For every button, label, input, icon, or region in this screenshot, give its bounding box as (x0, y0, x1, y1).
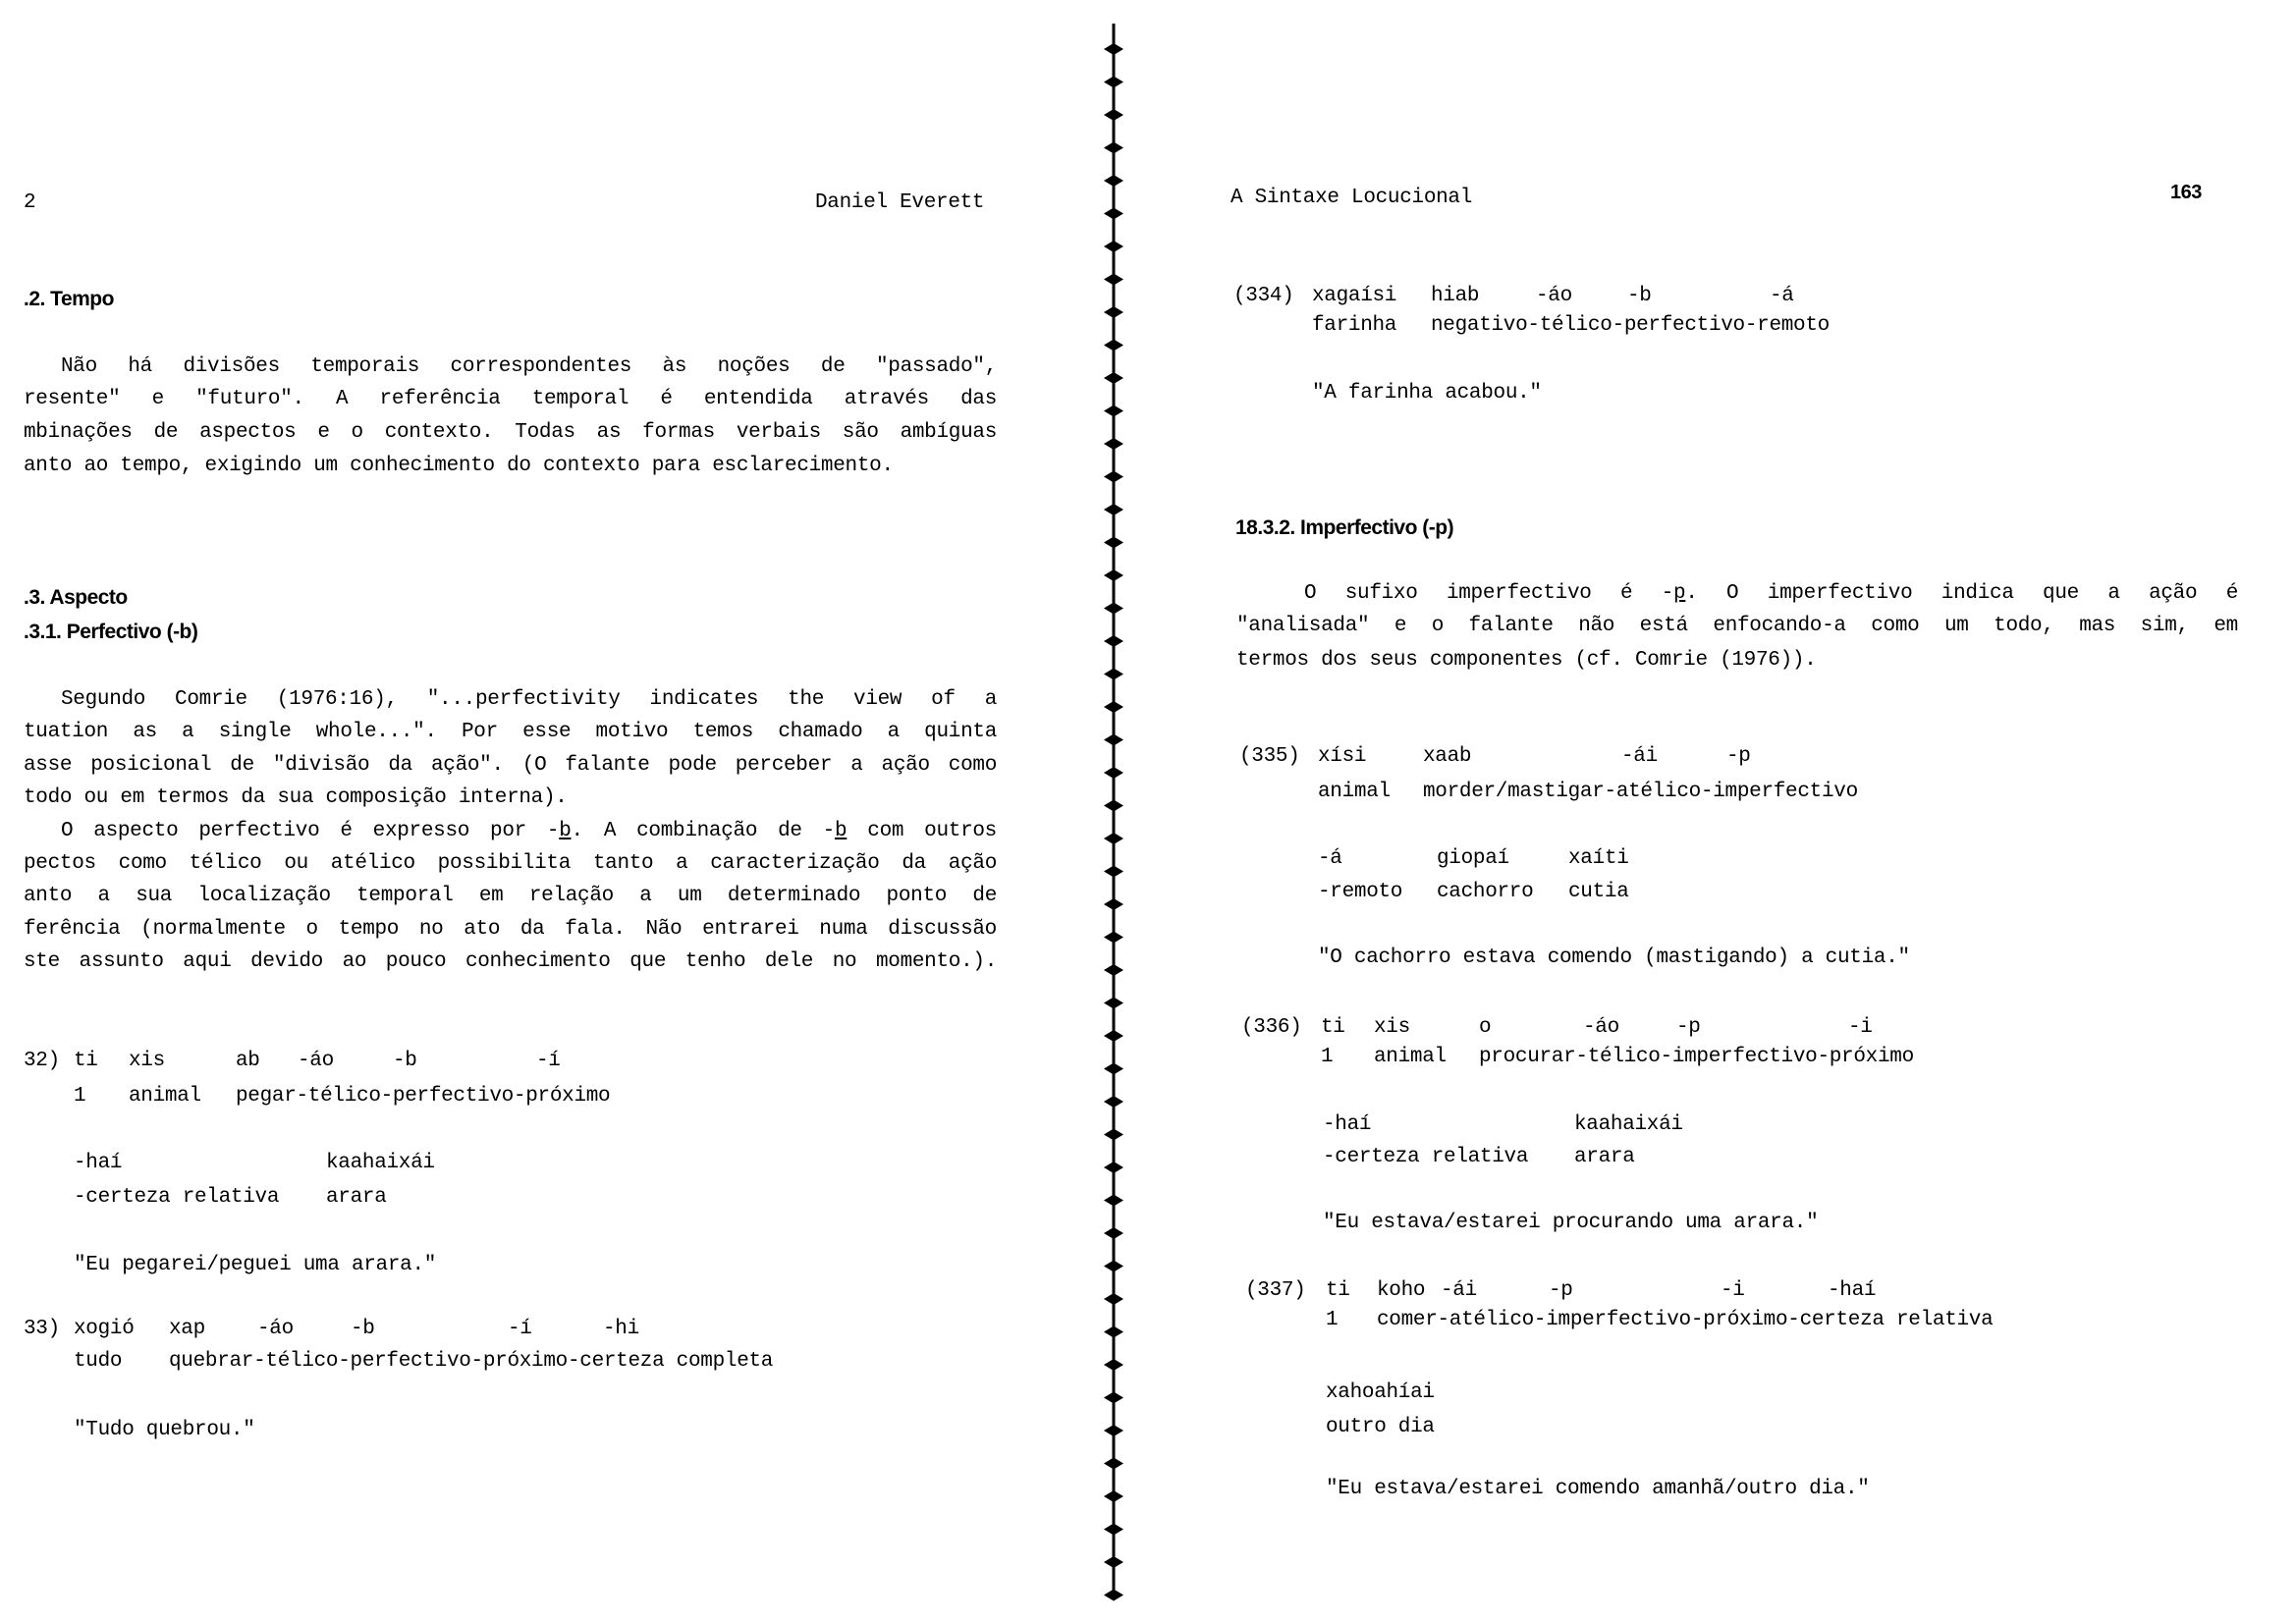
gloss: quebrar-télico-perfectivo-próximo-certeza completa (169, 1350, 774, 1373)
paragraph-line: O aspecto perfectivo é expresso por -b. A combinação de -b com outros (61, 820, 997, 842)
morpheme-underlined: p (1673, 582, 1686, 605)
gloss: negativo-télico-perfectivo-remoto (1431, 314, 1830, 337)
paragraph-line: termos dos seus componentes (cf. Comrie (1976)). (1236, 649, 1817, 672)
morpheme: xis (1374, 1016, 1410, 1039)
morpheme: -í (508, 1318, 532, 1340)
morpheme: -i (1721, 1279, 1745, 1302)
binding-ring (1104, 932, 1123, 944)
binding-ring (1104, 77, 1123, 88)
binding-ring (1104, 1490, 1123, 1502)
binding-ring (1104, 701, 1123, 713)
binding-ring (1104, 1359, 1123, 1371)
binding-ring (1104, 569, 1123, 581)
page-number: 2 (24, 191, 36, 214)
example-number: (335) (1239, 745, 1300, 768)
binding-ring (1104, 537, 1123, 549)
morpheme: xahoahíai (1326, 1381, 1435, 1404)
binding-ring (1104, 603, 1123, 615)
morpheme-underlined: b (835, 820, 847, 842)
morpheme: -haí (74, 1152, 123, 1174)
morpheme: -áo (298, 1050, 334, 1072)
morpheme: -p (1726, 745, 1751, 768)
translation: "O cachorro estava comendo (mastigando) a cutia." (1318, 947, 1910, 969)
morpheme: -á (1318, 847, 1342, 870)
left-page (0, 0, 1080, 1623)
morpheme: -haí (1323, 1113, 1372, 1136)
paragraph-line: mbinações de aspectos e o contexto. Todas as formas verbais são ambíguas (24, 421, 997, 444)
paragraph-line: Segundo Comrie (1976:16), "...perfectivity indicates the view of a (61, 688, 997, 711)
gloss: arara (1574, 1146, 1635, 1168)
binding-ring (1104, 1326, 1123, 1338)
morpheme: -p (1549, 1279, 1573, 1302)
section-heading-imperfectivo: 18.3.2. Imperfectivo (-p) (1235, 516, 1454, 539)
gloss: cutia (1568, 881, 1629, 903)
gloss: animal (129, 1085, 201, 1108)
morpheme: ti (1321, 1016, 1345, 1039)
example-number: (337) (1245, 1279, 1306, 1302)
binding-ring (1104, 406, 1123, 417)
morpheme: xaab (1423, 745, 1472, 768)
binding-ring (1104, 1195, 1123, 1207)
paragraph-line: todo ou em termos da sua composição interna). (24, 786, 568, 809)
binding-ring (1104, 898, 1123, 910)
morpheme: xogió (74, 1318, 135, 1340)
gloss: comer-atélico-imperfectivo-próximo-certeza relativa (1377, 1309, 1994, 1331)
morpheme: -hi (603, 1318, 639, 1340)
gloss: pegar-télico-perfectivo-próximo (236, 1085, 611, 1108)
binding-ring (1104, 734, 1123, 746)
paragraph-line: ste assunto aqui devido ao pouco conhecimento que tenho dele no momento.). (24, 950, 997, 973)
gloss: 1 (1326, 1309, 1339, 1331)
gloss: outro dia (1326, 1416, 1435, 1438)
binding-ring (1104, 241, 1123, 252)
binding-ring (1104, 471, 1123, 483)
morpheme: -áo (257, 1318, 294, 1340)
morpheme: -ái (1441, 1279, 1477, 1302)
morpheme: xaíti (1568, 847, 1629, 870)
morpheme: ti (1326, 1279, 1350, 1302)
paragraph-line: Não há divisões temporais correspondentes às noções de "passado", (61, 355, 997, 378)
paragraph-line: resente" e "futuro". A referência temporal é entendida através das (24, 388, 997, 410)
binding-ring (1104, 43, 1123, 55)
paragraph-line: anto ao tempo, exigindo um conhecimento do contexto para esclarecimento. (24, 455, 894, 477)
binding-ring (1104, 669, 1123, 680)
page-number: 163 (2170, 182, 2202, 203)
running-head: Daniel Everett (815, 191, 985, 214)
morpheme: xísi (1318, 745, 1367, 768)
morpheme: -b (1627, 285, 1652, 307)
gloss: 1 (74, 1085, 86, 1108)
binding-ring (1104, 1261, 1123, 1272)
binding-ring (1104, 635, 1123, 647)
binding-ring (1104, 372, 1123, 384)
example-number: (336) (1241, 1016, 1302, 1039)
example-number: 33) (24, 1318, 60, 1340)
translation: "Eu estava/estarei comendo amanhã/outro dia." (1326, 1478, 1870, 1500)
gloss: -certeza relativa (74, 1186, 280, 1209)
binding-ring (1104, 438, 1123, 450)
binding-ring (1104, 1293, 1123, 1305)
translation: "Eu pegarei/peguei uma arara." (74, 1254, 437, 1276)
paragraph-line: asse posicional de "divisão da ação". (O falante pode perceber a ação como (24, 754, 997, 777)
morpheme-underlined: b (559, 820, 572, 842)
binding-ring (1104, 306, 1123, 318)
binding-ring (1104, 1162, 1123, 1173)
morpheme: -í (536, 1050, 561, 1072)
gloss: arara (326, 1186, 387, 1209)
binding-ring (1104, 274, 1123, 286)
binding-ring (1104, 1063, 1123, 1075)
binding-ring (1104, 866, 1123, 878)
binding-ring (1104, 142, 1123, 154)
binding-ring (1104, 1458, 1123, 1470)
gloss: procurar-télico-imperfectivo-próximo (1479, 1046, 1914, 1068)
binding-ring (1104, 1392, 1123, 1404)
binding-ring (1104, 1030, 1123, 1042)
binding-ring (1104, 1524, 1123, 1536)
section-heading-aspecto: .3. Aspecto (24, 586, 128, 609)
section-heading-tempo: .2. Tempo (24, 288, 114, 310)
paragraph-line: tuation as a single whole...". Por esse motivo temos chamado a quinta (24, 721, 997, 743)
running-head: A Sintaxe Locucional (1230, 187, 1473, 209)
binding-ring (1104, 964, 1123, 976)
morpheme: ab (236, 1050, 260, 1072)
right-page (1159, 0, 2296, 1623)
binding-ring (1104, 504, 1123, 515)
morpheme: -áo (1583, 1016, 1619, 1039)
binding-ring (1104, 1556, 1123, 1568)
gloss: farinha (1312, 314, 1397, 337)
morpheme: xis (129, 1050, 165, 1072)
binding-ring (1104, 1227, 1123, 1239)
binding-ring (1104, 998, 1123, 1009)
example-number: (334) (1233, 285, 1294, 307)
morpheme: o (1479, 1016, 1492, 1039)
binding-ring (1104, 767, 1123, 779)
binding-ring (1104, 1096, 1123, 1108)
gloss: animal (1374, 1046, 1447, 1068)
translation: "Tudo quebrou." (74, 1419, 255, 1441)
paragraph-line: "analisada" e o falante não está enfocando-a como um todo, mas sim, em (1236, 615, 2238, 637)
binding-ring (1104, 175, 1123, 187)
binding-ring (1104, 1425, 1123, 1436)
binding-ring (1104, 208, 1123, 220)
spiral-binding (1100, 20, 1139, 1610)
gloss: tudo (74, 1350, 123, 1373)
morpheme: xagaísi (1312, 285, 1397, 307)
morpheme: -b (351, 1318, 375, 1340)
morpheme: hiab (1431, 285, 1480, 307)
paragraph-line: ferência (normalmente o tempo no ato da fala. Não entrarei numa discussão (24, 918, 997, 941)
gloss: animal (1318, 781, 1391, 803)
binding-ring (1104, 833, 1123, 844)
binding-ring (1104, 800, 1123, 812)
morpheme: -á (1770, 285, 1794, 307)
paragraph-line: O sufixo imperfectivo é -p. O imperfectivo indica que a ação é (1304, 582, 2238, 605)
gloss: 1 (1321, 1046, 1334, 1068)
binding-ring (1104, 1129, 1123, 1141)
paragraph-line: anto a sua localização temporal em relação a um determinado ponto de (24, 885, 997, 907)
morpheme: -p (1676, 1016, 1701, 1039)
translation: "A farinha acabou." (1312, 382, 1542, 405)
morpheme: kaahaixái (326, 1152, 435, 1174)
morpheme: xap (169, 1318, 205, 1340)
binding-ring (1104, 1590, 1123, 1601)
morpheme: koho (1377, 1279, 1426, 1302)
morpheme: ti (74, 1050, 98, 1072)
binding-ring (1104, 109, 1123, 121)
translation: "Eu estava/estarei procurando uma arara." (1323, 1212, 1819, 1234)
gloss: -certeza relativa (1323, 1146, 1529, 1168)
morpheme: giopaí (1437, 847, 1509, 870)
morpheme: -ái (1621, 745, 1658, 768)
binding-ring (1104, 340, 1123, 352)
morpheme: -áo (1536, 285, 1572, 307)
gloss: morder/mastigar-atélico-imperfectivo (1423, 781, 1858, 803)
gloss: -remoto (1318, 881, 1403, 903)
morpheme: -haí (1828, 1279, 1877, 1302)
gloss: cachorro (1437, 881, 1534, 903)
paragraph-line: pectos como télico ou atélico possibilita tanto a caracterização da ação (24, 852, 997, 875)
morpheme: kaahaixái (1574, 1113, 1683, 1136)
example-number: 32) (24, 1050, 60, 1072)
morpheme: -i (1848, 1016, 1873, 1039)
morpheme: -b (393, 1050, 417, 1072)
section-heading-perfectivo: .3.1. Perfectivo (-b) (24, 621, 198, 643)
